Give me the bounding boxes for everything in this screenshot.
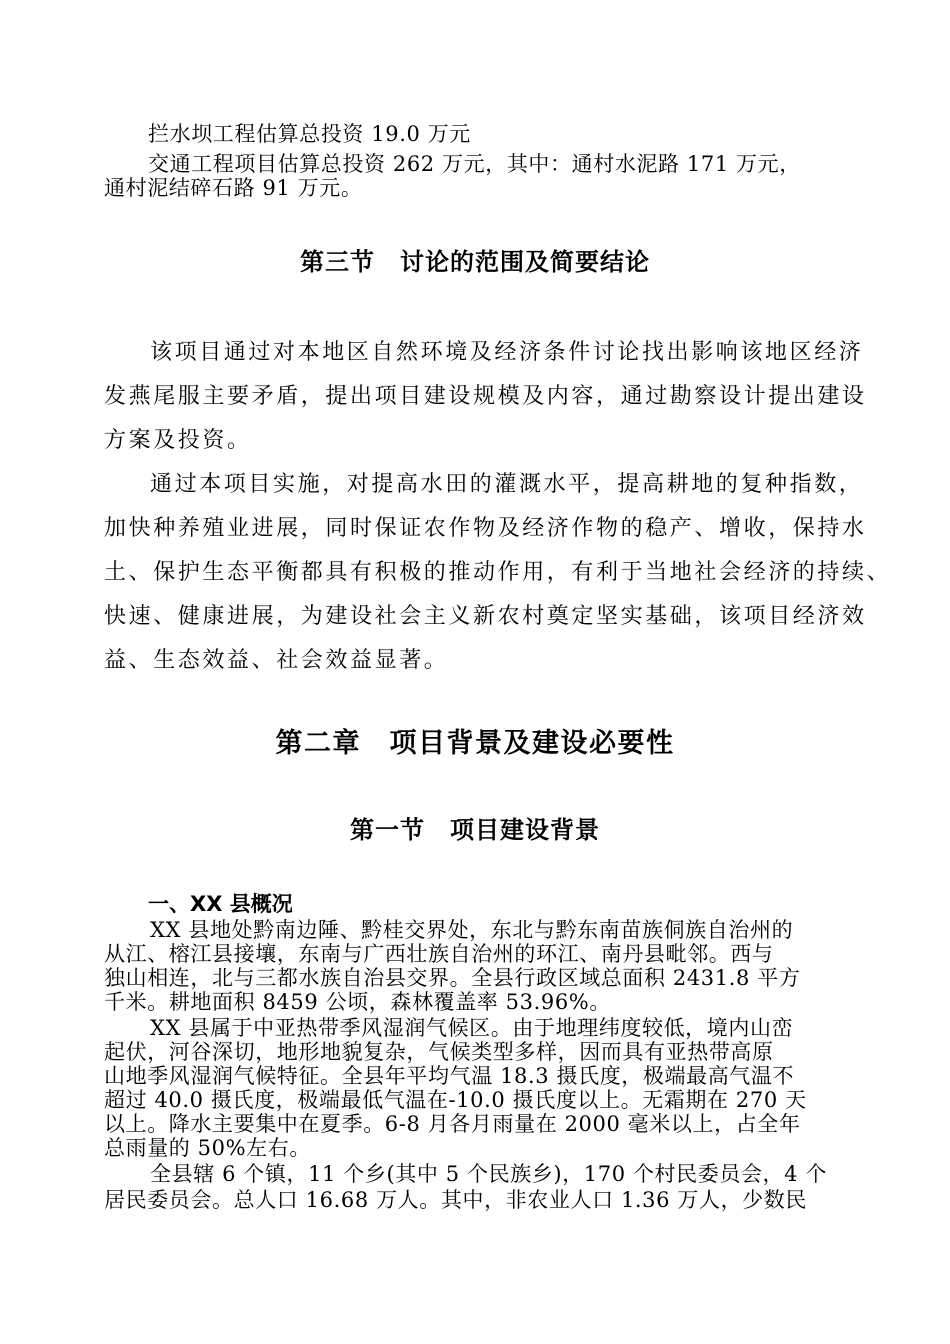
section3-p1-line2: 发燕尾服主要矛盾，提出项目建设规模及内容，通过勘察设计提出建设 bbox=[104, 384, 867, 409]
overview-p1-line1: XX 县地处黔南边陲、黔桂交界处，东北与黔东南苗族侗族自治州的 bbox=[150, 918, 794, 942]
intro-line-dam-investment: 拦水坝工程估算总投资 19.0 万元 bbox=[148, 122, 471, 146]
overview-p2-line2: 起伏，河谷深切，地形地貌复杂，气候类型多样，因而具有亚热带高原 bbox=[104, 1040, 774, 1064]
subheading-county-overview: 一、XX 县概况 bbox=[148, 892, 293, 916]
section-heading-scope-conclusion: 第三节 讨论的范围及简要结论 bbox=[300, 248, 650, 276]
chapter-heading-background-necessity: 第二章 项目背景及建设必要性 bbox=[275, 728, 675, 759]
overview-p1-line2: 从江、榕江县接壤，东南与广西壮族自治州的环江、南丹县毗邻。西与 bbox=[104, 942, 774, 966]
intro-line-transport-investment: 交通工程项目估算总投资 262 万元，其中：通村水泥路 171 万元， bbox=[148, 152, 801, 176]
section3-p2-line1: 通过本项目实施，对提高水田的灌溉水平，提高耕地的复种指数， bbox=[150, 472, 864, 497]
overview-p3-line2: 居民委员会。总人口 16.68 万人。其中，非农业人口 1.36 万人，少数民 bbox=[104, 1188, 807, 1212]
section3-p2-line5: 益、生态效益、社会效益显著。 bbox=[104, 648, 449, 673]
section3-p1-line3: 方案及投资。 bbox=[104, 428, 252, 453]
section3-p1-line1: 该项目通过对本地区自然环境及经济条件讨论找出影响该地区经济 bbox=[150, 340, 864, 365]
section3-p2-line4: 快速、健康进展，为建设社会主义新农村奠定坚实基础，该项目经济效 bbox=[104, 604, 867, 629]
overview-p2-line5: 以上。降水主要集中在夏季。6-8 月各月雨量在 2000 毫米以上，占全年 bbox=[104, 1112, 801, 1136]
section-heading-project-background: 第一节 项目建设背景 bbox=[350, 816, 600, 844]
section3-p2-line2: 加快种养殖业进展，同时保证农作物及经济作物的稳产、增收，保持水 bbox=[104, 516, 867, 541]
intro-line-gravel-road: 通村泥结碎石路 91 万元。 bbox=[104, 176, 363, 200]
overview-p2-line6: 总雨量的 50%左右。 bbox=[104, 1136, 311, 1160]
overview-p2-line4: 超过 40.0 摄氏度，极端最低气温在-10.0 摄氏度以上。无霜期在 270 天 bbox=[104, 1088, 807, 1112]
overview-p2-line3: 山地季风湿润气候特征。全县年平均气温 18.3 摄氏度，极端最高气温不 bbox=[104, 1064, 795, 1088]
overview-p1-line4: 千米。耕地面积 8459 公顷，森林覆盖率 53.96%。 bbox=[104, 990, 611, 1014]
overview-p3-line1: 全县辖 6 个镇，11 个乡(其中 5 个民族乡)，170 个村民委员会，4 个 bbox=[150, 1162, 827, 1186]
overview-p1-line3: 独山相连，北与三都水族自治县交界。全县行政区域总面积 2431.8 平方 bbox=[104, 966, 801, 990]
section3-p2-line3: 土、保护生态平衡都具有积极的推动作用，有利于当地社会经济的持续、 bbox=[104, 560, 892, 585]
overview-p2-line1: XX 县属于中亚热带季风湿润气候区。由于地理纬度较低，境内山峦 bbox=[150, 1016, 794, 1040]
